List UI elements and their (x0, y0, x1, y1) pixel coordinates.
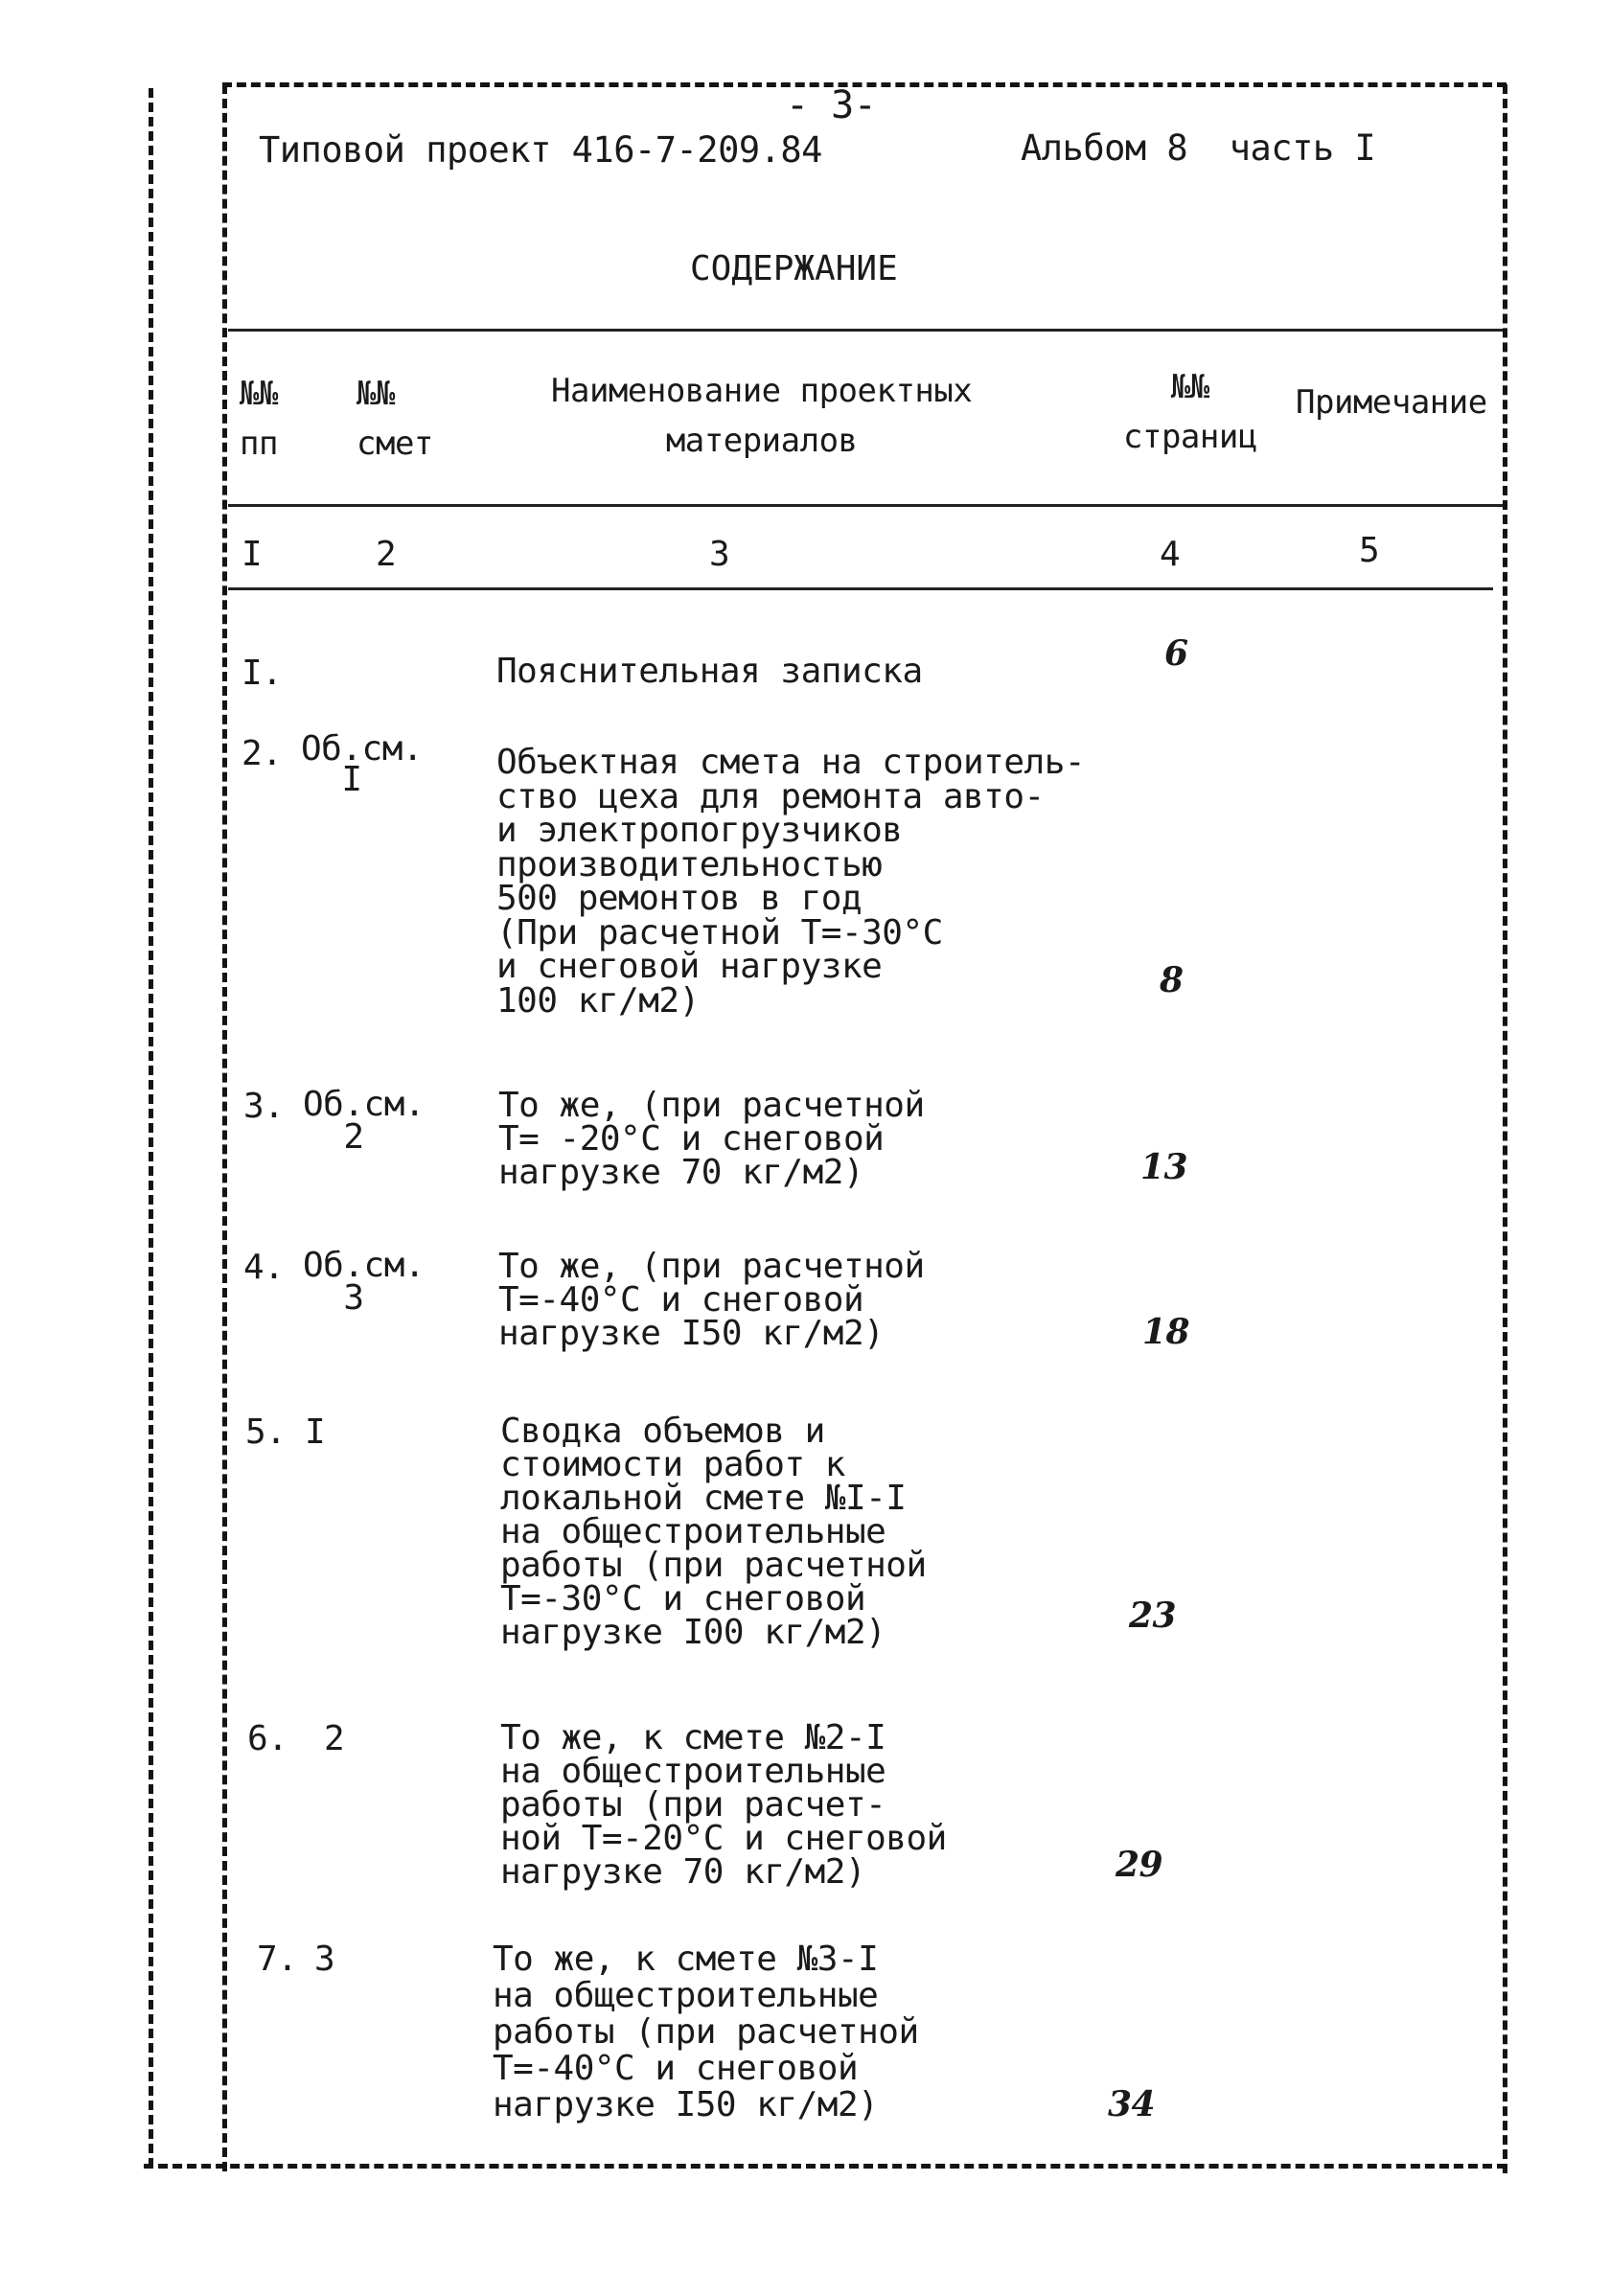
row-7-number: 7. (257, 1940, 298, 1979)
frame-bottom (144, 2164, 1506, 2169)
col-number-3: 3 (709, 535, 730, 574)
page-number: - 3- (786, 83, 877, 127)
row-2-name: Объектная смета на строитель- ство цеха для ремонта авто- и электропогрузчиков производительностью 500 ремонтов в год (При расчетной Т=-30°С и снеговой нагрузке 100 кг/м2) (496, 743, 1086, 1021)
frame-left-outer (149, 88, 153, 2168)
row-3-name: То же, (при расчетной Т= -20°С и снеговой нагрузке 70 кг/м2) (498, 1086, 925, 1192)
col-header-pp: №№ пп (240, 375, 278, 463)
col-number-5: 5 (1359, 531, 1380, 570)
row-3-page: 13 (1140, 1147, 1188, 1187)
rule-colnum-bottom (228, 587, 1493, 590)
rule-header-top (228, 329, 1503, 332)
row-5-name: Сводка объемов и стоимости работ к локальной смете №I-I на общестроительные работы (при расчетной Т=-30°С и снеговой нагрузке I00 кг/м2) (500, 1412, 927, 1652)
row-2-smet: Об.см. I (301, 729, 424, 799)
row-1-number: I. (242, 654, 283, 693)
row-5-page: 23 (1129, 1596, 1177, 1636)
row-5-smet: I (305, 1412, 326, 1452)
row-1-name: Пояснительная записка (496, 652, 923, 691)
col-header-pages: №№ страниц (1123, 368, 1257, 456)
row-6-number: 6. (247, 1719, 288, 1758)
col-header-name: Наименование проектных материалов (551, 372, 973, 460)
rule-header-bottom (228, 504, 1503, 507)
frame-right (1503, 84, 1507, 2173)
row-2-page: 8 (1160, 960, 1184, 1000)
col-number-4: 4 (1160, 535, 1181, 574)
row-3-smet: Об.см. 2 (303, 1085, 426, 1157)
row-7-smet: 3 (314, 1940, 335, 1979)
col-number-2: 2 (376, 535, 397, 574)
col-header-smet: №№ смет (356, 375, 433, 463)
row-4-name: То же, (при расчетной Т=-40°С и снеговой нагрузке I50 кг/м2) (498, 1247, 925, 1353)
row-4-smet: Об.см. 3 (303, 1246, 426, 1318)
page-title: СОДЕРЖАНИЕ (690, 249, 898, 288)
row-6-smet: 2 (324, 1719, 345, 1758)
col-header-note: Примечание (1296, 383, 1487, 422)
row-5-number: 5. (245, 1412, 287, 1452)
row-6-name: То же, к смете №2-I на общестроительные работы (при расчет- ной Т=-20°С и снеговой нагрузке 70 кг/м2) (500, 1718, 947, 1892)
row-1-page: 6 (1164, 633, 1188, 674)
row-7-name: То же, к смете №3-I на общестроительные работы (при расчетной Т=-40°С и снеговой нагрузке I50 кг/м2) (493, 1940, 919, 2124)
row-4-page: 18 (1142, 1312, 1190, 1352)
row-6-page: 29 (1116, 1845, 1163, 1885)
row-4-number: 4. (243, 1248, 285, 1287)
frame-left-inner (222, 84, 227, 2171)
project-code: Типовой проект 416-7-209.84 (259, 129, 822, 171)
col-number-1: I (242, 535, 263, 574)
row-7-page: 34 (1108, 2084, 1156, 2124)
album-info: Альбом 8 часть I (1021, 127, 1376, 169)
row-2-number: 2. (242, 734, 283, 773)
row-3-number: 3. (243, 1087, 285, 1126)
